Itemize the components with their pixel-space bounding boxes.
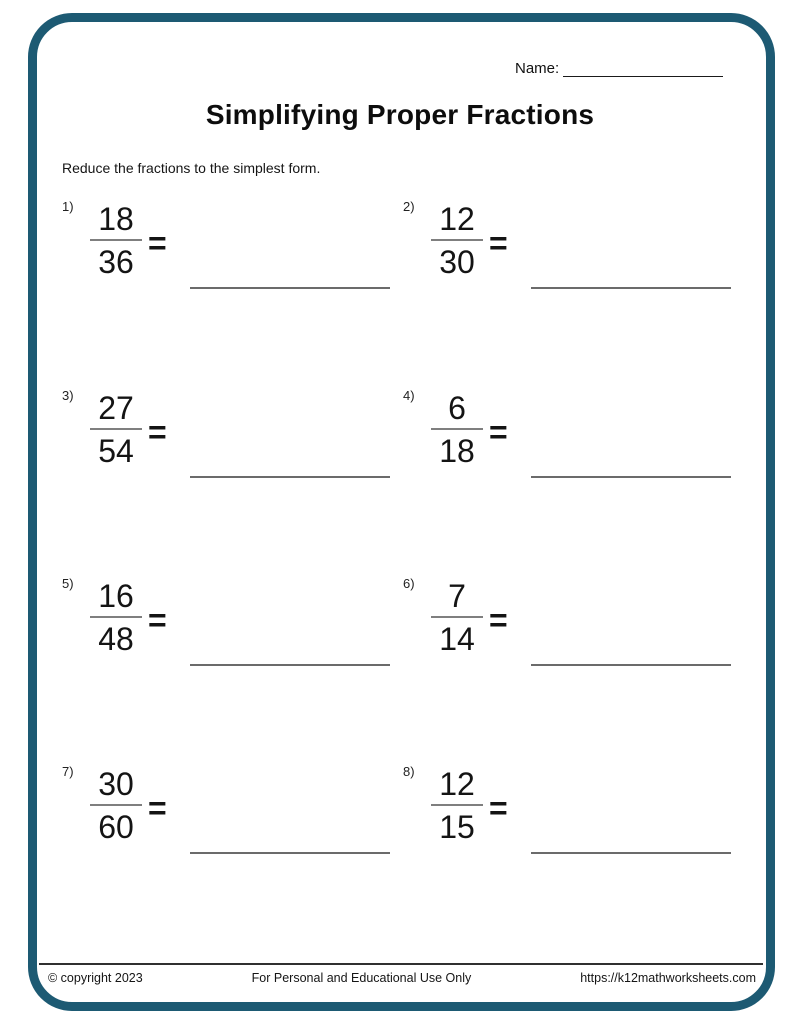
problem-number: 6) [403, 576, 415, 591]
footer-usage: For Personal and Educational Use Only [251, 971, 472, 985]
problem [62, 199, 402, 311]
fraction-denominator: 60 [98, 809, 134, 845]
equals-sign: = [148, 225, 167, 261]
fraction-numerator: 27 [98, 390, 134, 426]
answer-line[interactable] [531, 664, 731, 666]
fraction-denominator: 15 [439, 809, 475, 845]
fraction [90, 576, 142, 661]
equals-sign: = [489, 414, 508, 450]
problem [62, 576, 402, 688]
fraction-numerator: 12 [439, 201, 475, 237]
equals-sign: = [148, 602, 167, 638]
fraction [431, 764, 483, 849]
fraction-denominator: 14 [439, 621, 475, 657]
fraction-numerator: 6 [448, 390, 466, 426]
problem-number: 5) [62, 576, 74, 591]
problem-number: 1) [62, 199, 74, 214]
footer-url[interactable]: https://k12mathworksheets.com [580, 971, 756, 985]
fraction-numerator: 30 [98, 766, 134, 802]
equals-sign: = [148, 790, 167, 826]
answer-line[interactable] [531, 852, 731, 854]
fraction [431, 576, 483, 661]
fraction [90, 764, 142, 849]
fraction-numerator: 7 [448, 578, 466, 614]
fraction [90, 199, 142, 284]
problem [403, 199, 743, 311]
fraction [90, 388, 142, 473]
problem [62, 764, 402, 876]
equals-sign: = [489, 225, 508, 261]
answer-line[interactable] [190, 287, 390, 289]
problem [62, 388, 402, 500]
problem-number: 3) [62, 388, 74, 403]
problem-number: 4) [403, 388, 415, 403]
problem-number: 7) [62, 764, 74, 779]
name-label: Name: [515, 60, 560, 77]
fraction [431, 199, 483, 284]
fraction [431, 388, 483, 473]
equals-sign: = [489, 602, 508, 638]
problem [403, 764, 743, 876]
answer-line[interactable] [190, 852, 390, 854]
problem [403, 576, 743, 688]
fraction-denominator: 36 [98, 244, 134, 280]
fraction-denominator: 48 [98, 621, 134, 657]
answer-line[interactable] [190, 664, 390, 666]
problem [403, 388, 743, 500]
fraction-denominator: 54 [98, 433, 134, 469]
answer-line[interactable] [531, 287, 731, 289]
footer-divider [39, 963, 763, 965]
equals-sign: = [148, 414, 167, 450]
answer-line[interactable] [190, 476, 390, 478]
answer-line[interactable] [531, 476, 731, 478]
equals-sign: = [489, 790, 508, 826]
instruction-text: Reduce the fractions to the simplest form. [62, 160, 321, 176]
fraction-numerator: 12 [439, 766, 475, 802]
fraction-numerator: 18 [98, 201, 134, 237]
page-title: Simplifying Proper Fractions [205, 99, 595, 130]
fraction-denominator: 18 [439, 433, 475, 469]
problem-number: 8) [403, 764, 415, 779]
footer-copyright: © copyright 2023 [48, 971, 143, 985]
fraction-numerator: 16 [98, 578, 134, 614]
footer [48, 971, 756, 985]
problem-number: 2) [403, 199, 415, 214]
fraction-denominator: 30 [439, 244, 475, 280]
